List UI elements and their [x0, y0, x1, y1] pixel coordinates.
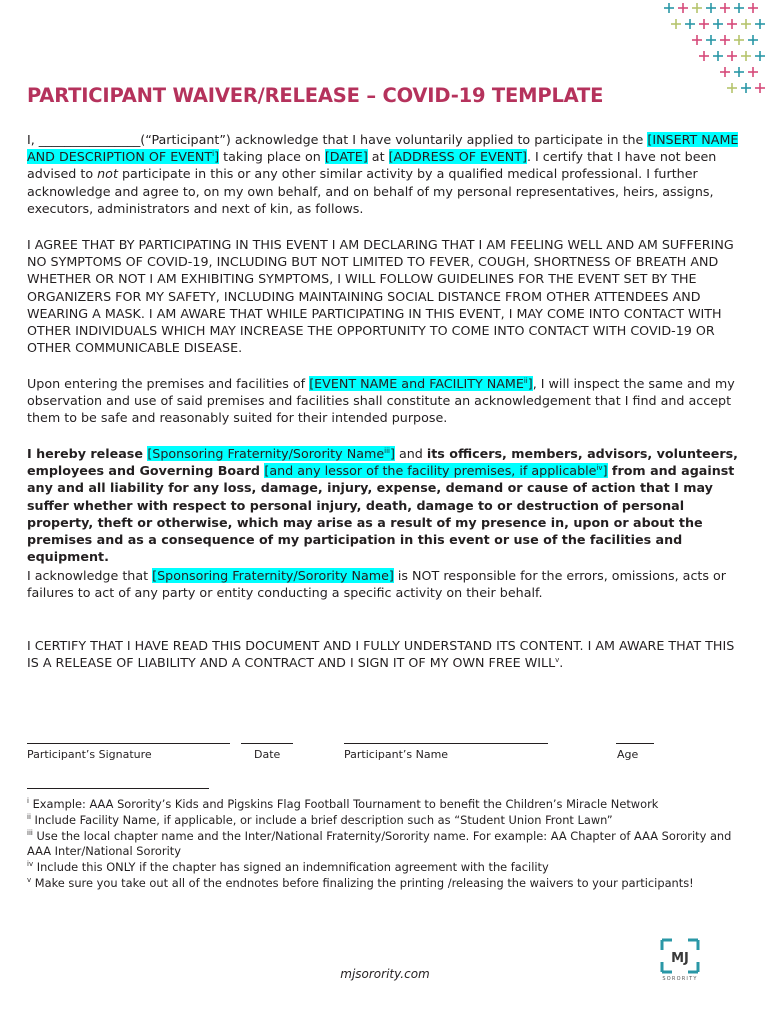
- decorative-cross-icon: [692, 3, 702, 13]
- decorative-cross-icon: [706, 35, 716, 45]
- facility-name-placeholder: [EVENT NAME and FACILITY NAME$^{ii}$]: [309, 376, 533, 391]
- decorative-cross-icon: [706, 3, 716, 13]
- decorative-cross-icon: [741, 19, 751, 29]
- participant-signature-label: Participant’s Signature: [27, 748, 152, 761]
- decorative-cross-icon: [720, 35, 730, 45]
- endnote-marker: v: [555, 655, 560, 664]
- certification-paragraph: [27, 637, 747, 671]
- decorative-cross-icon: [678, 3, 688, 13]
- sponsor-name-placeholder: [Sponsoring Fraternity/Sorority Name$^{iii}$]: [147, 446, 395, 461]
- decorative-cross-icon: [727, 83, 737, 93]
- endnotes: [27, 797, 747, 892]
- decorative-cross-icon: [741, 83, 751, 93]
- decorative-cross-icon: [755, 19, 765, 29]
- release-paragraph: [27, 445, 747, 565]
- certification-text: I CERTIFY THAT I HAVE READ THIS DOCUMENT AND I FULLY UNDERSTAND ITS CONTENT. I AM AWARE THAT THIS IS A RELEASE OF LIABILITY AND A CONTRACT AND I SIGN IT OF MY OWN FREE WILL: [27, 638, 735, 671]
- footer-website: mjsorority.com: [340, 967, 430, 981]
- responsibility-paragraph: [27, 567, 747, 601]
- decorative-cross-icon: [713, 19, 723, 29]
- decorative-cross-icon: [734, 67, 744, 77]
- decorative-cross-icon: [692, 35, 702, 45]
- intro-text: at: [367, 149, 389, 165]
- endnote-item: $^{iii}$ Use the local chapter name and the Inter/National Fraternity/Sorority name. For example: AA Chapter of AAA Sorority and AAA Inter/National Sorority: [27, 828, 732, 859]
- decorative-cross-icon: [664, 3, 674, 13]
- intro-text: . I certify that I have not been advised to: [27, 149, 717, 182]
- decorative-cross-icon: [748, 3, 758, 13]
- decorative-cross-icon: [727, 19, 737, 29]
- endnote-item: $^{iv}$ Include this ONLY if the chapter has signed an indemnification agreement with the facility: [27, 860, 549, 875]
- agreement-paragraph: [27, 236, 747, 356]
- intro-text: I, ________________(“Participant”) acknowledge that I have voluntarily applied to participate in the: [27, 132, 648, 147]
- premises-paragraph: [27, 375, 747, 427]
- endnote-item: $^i$ Example: AAA Sorority’s Kids and Pigskins Flag Football Tournament to benefit the Children’s Miracle Network: [27, 797, 659, 811]
- document-title: PARTICIPANT WAIVER/RELEASE – COVID-19 TEMPLATE: [27, 84, 604, 107]
- decorative-cross-icon: [720, 67, 730, 77]
- event-name-placeholder: [INSERT NAME AND DESCRIPTION OF EVENT$^i$]: [27, 132, 739, 165]
- decorative-cross-icon: [685, 19, 695, 29]
- premises-text: Upon entering the premises and facilities of: [27, 376, 310, 391]
- age-label: Age: [617, 748, 639, 761]
- sponsor-name-placeholder: [Sponsoring Fraternity/Sorority Name]: [152, 568, 394, 583]
- date-label: Date: [254, 748, 281, 761]
- decorative-cross-icon: [734, 35, 744, 45]
- svg-text:MJ: MJ: [671, 951, 689, 966]
- date-placeholder: [DATE]: [324, 149, 368, 165]
- intro-text: taking place on: [219, 149, 325, 165]
- agreement-text: I AGREE THAT BY PARTICIPATING IN THIS EVENT I AM DECLARING THAT I AM FEELING WELL AND AM SUFFERING NO SYMPTOMS OF COVID-19, INCLUDING BUT NOT LIMITED TO FEVER, COUGH, SHORTNESS OF BREATH AND WHETHER OR NOT I AM EXHIBITING SYMPTOMS, I WILL FOLLOW GUIDELINES FOR THE EVENT SET BY THE ORGANIZERS FOR MY SAFETY, INCLUDING MAINTAINING SOCIAL DISTANCE FROM OTHER ATTENDEES AND WEARING A MASK. I AM AWARE THAT WHILE PARTICIPATING IN THIS EVENT, I MAY COME INTO CONTACT WITH OTHER INDIVIDUALS WHICH MAY INCREASE THE OPPORTUNITY TO COME INTO CONTACT WITH COVID-19 OR OTHER COMMUNICABLE DISEASE.: [27, 237, 734, 356]
- logo-tagline: SORORITY: [662, 976, 698, 982]
- decorative-cross-icon: [734, 3, 744, 13]
- decorative-cross-icon: [755, 83, 765, 93]
- intro-text: participate in this or any other similar activity by a qualified medical professional. I further acknowledge and agree to, on my own behalf, and on behalf of my personal representatives, heirs, assigns, executors, administrators and next of kin, as follows.: [27, 166, 714, 216]
- participant-name-label: Participant’s Name: [344, 748, 449, 761]
- date-line[interactable]: [241, 743, 293, 744]
- release-text: I hereby release: [27, 446, 148, 461]
- decorative-cross-icon: [748, 35, 758, 45]
- release-text: its officers, members, advisors, volunteers, employees and Governing Board: [27, 446, 738, 479]
- decorative-cross-icon: [671, 19, 681, 29]
- decorative-cross-icon: [748, 67, 758, 77]
- decorative-cross-icon: [699, 51, 709, 61]
- decorative-cross-icon: [741, 51, 751, 61]
- decorative-cross-icon: [727, 51, 737, 61]
- responsibility-text: is NOT responsible for the errors, omissions, acts or failures to act of any party or entity conducting a specific activity on their behalf.: [27, 568, 727, 601]
- name-line[interactable]: [344, 743, 548, 744]
- lessor-placeholder: [and any lessor of the facility premises, if applicable$^{iv}$]: [264, 463, 608, 479]
- emphasis-not: not: [97, 166, 118, 182]
- age-line[interactable]: [616, 743, 654, 744]
- release-text: from and against any and all liability for any loss, damage, injury, expense, demand or cause of action that I may suffer whether with respect to personal injury, death, damage to or destruction of personal property, theft or otherwise, which may arise as a result of my presence in, upon or about the premises and as a consequence of my participation in this event or use of the facilities and equipment.: [27, 463, 735, 565]
- premises-text: , I will inspect the same and my observation and use of said premises and facilities shall constitute an acknowledgement that I find and accept them to be safe and reasonably suited for their intended purpose.: [27, 376, 735, 426]
- address-placeholder: [ADDRESS OF EVENT]: [388, 149, 527, 165]
- endnote-item: $^v$ Make sure you take out all of the endnotes before finalizing the printing /releasing the waivers to your participants!: [27, 875, 694, 890]
- certification-text: .: [559, 655, 564, 671]
- decorative-cross-icon: [699, 19, 709, 29]
- endnotes-divider: [27, 788, 209, 789]
- decorative-cross-icon: [713, 51, 723, 61]
- decorative-cross-icon: [720, 3, 730, 13]
- decorative-cross-icon: [755, 51, 765, 61]
- decorative-crosses-graphic: [650, 0, 770, 120]
- intro-paragraph: [27, 131, 747, 217]
- responsibility-text: I acknowledge that: [27, 568, 153, 583]
- endnote-item: $^{ii}$ Include Facility Name, if applicable, or include a brief description such as “Student Union Front Lawn”: [27, 812, 613, 827]
- signature-line[interactable]: [27, 743, 230, 744]
- release-text: and: [394, 446, 427, 461]
